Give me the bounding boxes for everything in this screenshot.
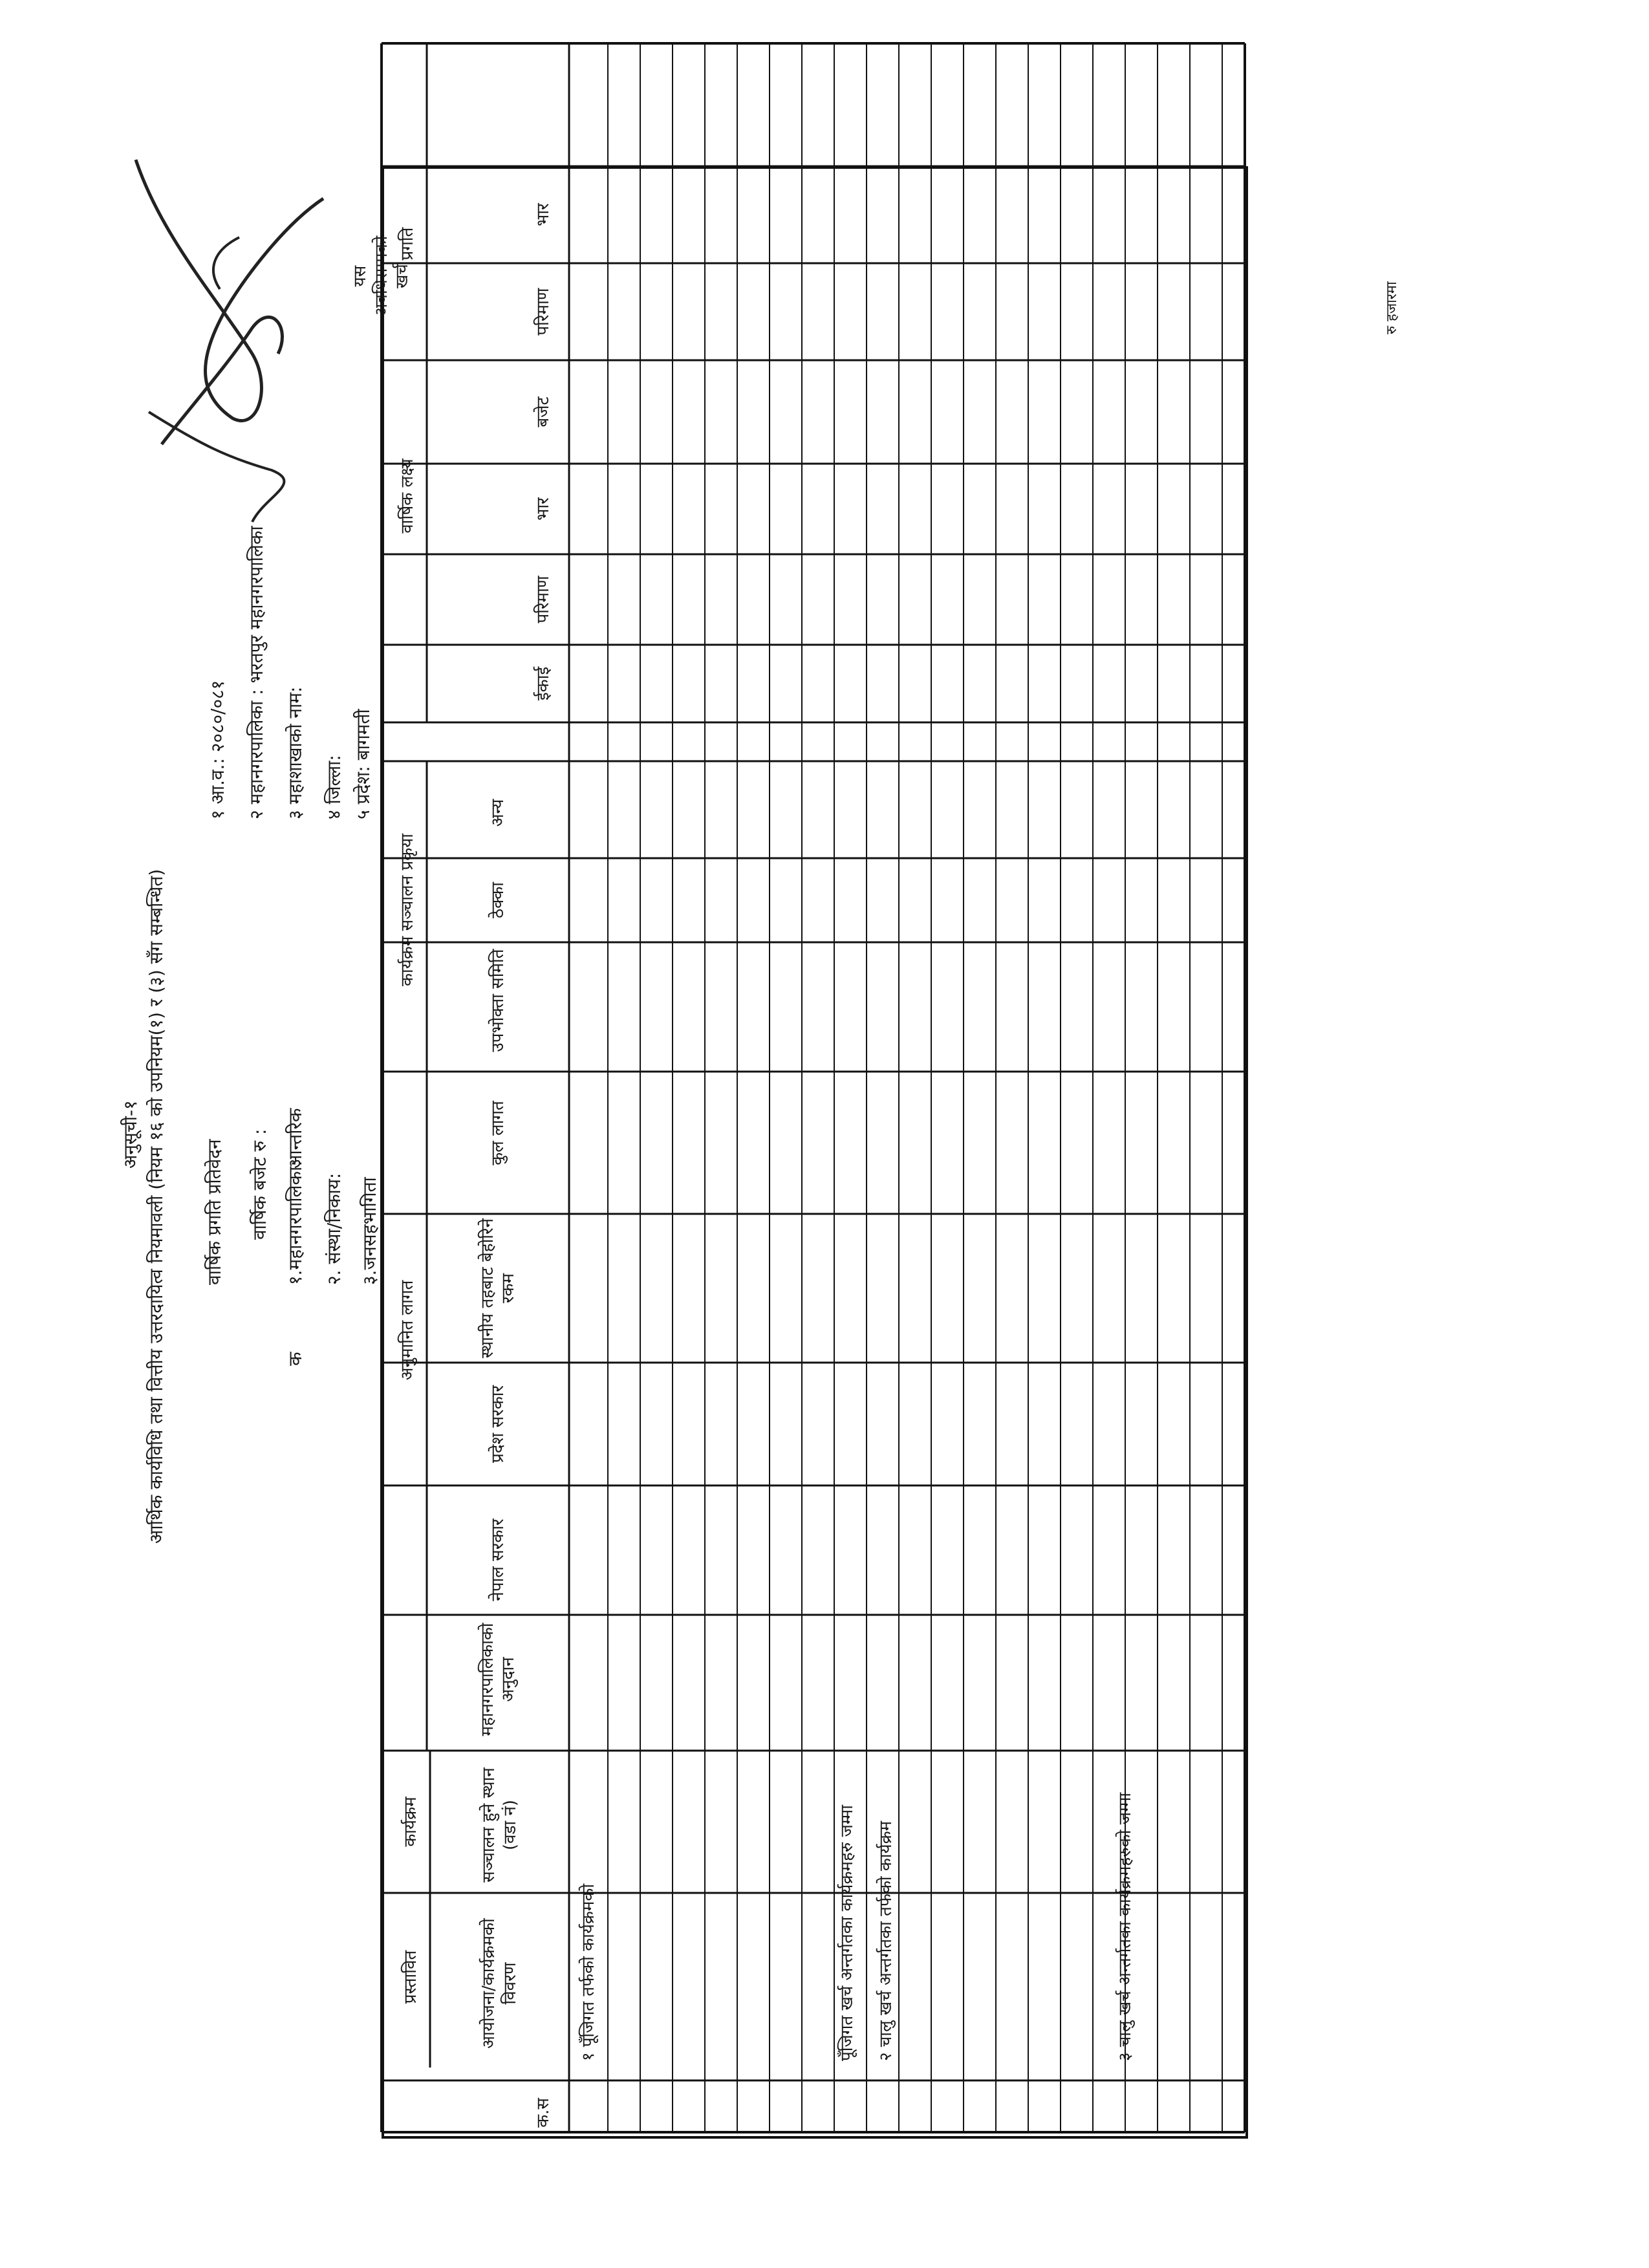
header-prog: कार्यक्रम	[400, 1797, 420, 1847]
header-budget: बजेट	[533, 396, 553, 427]
row-capital-total: पूँजिगत खर्च अन्तर्गतका कार्यक्रमहरु जम्मा	[837, 1805, 857, 2061]
row-capital-heading: १ पूँजिगत तर्फको कार्यक्रमको	[579, 1883, 598, 2061]
budget-src1: १.महानगरपालिका:	[285, 1160, 306, 1285]
budget-label: वार्षिक बजेट रु :	[249, 1129, 270, 1240]
header-sn: क.स	[533, 2098, 553, 2128]
budget-src3: ३.जनसहभागिता	[359, 1177, 380, 1285]
header-unit: ईकाई	[533, 666, 553, 701]
header-location: सञ्चालन हुने स्थान (वडा नं)	[479, 1767, 520, 1883]
meta-branch: ३ महाशाखाको नाम:	[285, 686, 306, 819]
header-user-comm: उपभोक्ता समिति	[488, 949, 508, 1052]
meta-province: ५ प्रदेश: बागमती	[352, 709, 374, 819]
budget-internal: आन्तरिक	[285, 1108, 306, 1169]
header-quantity: परिमाण	[533, 576, 553, 623]
meta-district: ४ जिल्ला:	[323, 755, 345, 819]
header-proposed: प्रस्तावित	[400, 1950, 420, 2004]
header-prov-gov: प्रदेश सरकार	[488, 1385, 508, 1463]
header-p-weight: भार	[533, 203, 553, 226]
row-current-total: ३ चालु खर्च अन्तर्गतका कार्यक्रमहरुको जम्मा	[1116, 1792, 1135, 2061]
header-other: अन्य	[488, 799, 508, 827]
header-project-desc: आयोजना/कार्यक्रमको विवरण	[479, 1918, 520, 2049]
meta-municipality: २ महानगरपालिका : भरतपुर महानगरपालिका	[246, 526, 267, 819]
header-p-quantity: परिमाण	[533, 288, 553, 336]
rule-title: आर्थिक कार्यविधि तथा वित्तीय उत्तरदायित्व नियमावली (नियम १६ को उपनियम(१) र (३) सँग सम्बन्धित)	[146, 869, 167, 1544]
budget-ka: क	[285, 1352, 306, 1366]
currency-note: रु हजारमा	[1384, 281, 1400, 334]
meta-fiscal-year: १ आ.व.: २०८०/०८१	[207, 680, 228, 819]
report-title: वार्षिक प्रगति प्रतिवेदन	[204, 1139, 225, 1285]
header-local-level: स्थानीय तहबाट बेहोरिने रकम	[477, 1218, 518, 1359]
header-proc-method: कार्यक्रम सञ्चालन प्रकृया	[397, 834, 417, 986]
header-nepal-gov: नेपाल सरकार	[488, 1518, 508, 1601]
header-contract: ठेक्का	[488, 882, 508, 918]
header-progress: प्रगति	[397, 227, 417, 261]
header-est-cost: अनुमानित लागत	[397, 1280, 417, 1381]
progress-section-headers: प्रगति यस अवधिसम्मको खर्च	[0, 0, 1649, 2268]
header-weight: भार	[533, 497, 553, 521]
header-mun-grant: महानगरपालिकाको अनुदान	[477, 1623, 518, 1736]
budget-src2: २. संस्था/निकाय:	[323, 1172, 345, 1285]
row-current-heading: २ चालु खर्च अन्तर्गतका तर्फको कार्यक्रम	[876, 1820, 896, 2061]
header-total-cost: कुल लागत	[488, 1101, 508, 1165]
appendix-label: अनुसूची-१	[120, 1100, 141, 1169]
header-annual-target: वार्षिक लक्ष्य	[397, 459, 417, 534]
